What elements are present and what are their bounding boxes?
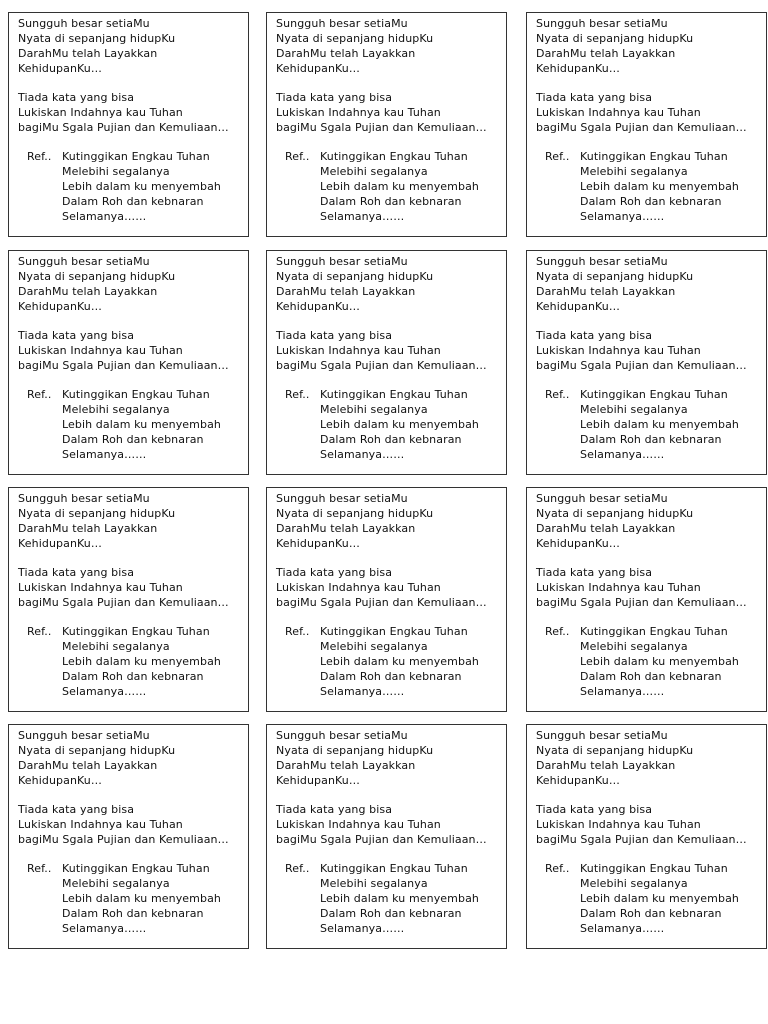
verse-line: bagiMu Sgala Pujian dan Kemuliaan… <box>536 121 747 134</box>
chorus-line: Melebihi segalanya <box>320 403 428 416</box>
ref-label: Ref.. <box>27 388 52 401</box>
verse-line: Lukiskan Indahnya kau Tuhan <box>18 106 183 119</box>
verse-line: DarahMu telah Layakkan <box>18 285 158 298</box>
lyric-card <box>266 487 507 712</box>
verse-line: Nyata di sepanjang hidupKu <box>18 507 176 520</box>
verse-line: Tiada kata yang bisa <box>536 803 653 816</box>
verse-line: Tiada kata yang bisa <box>18 566 135 579</box>
verse-line: Lukiskan Indahnya kau Tuhan <box>276 581 441 594</box>
verse-line: Tiada kata yang bisa <box>536 329 653 342</box>
chorus-line: Kutinggikan Engkau Tuhan <box>320 862 468 875</box>
chorus-line: Kutinggikan Engkau Tuhan <box>320 388 468 401</box>
lyric-card <box>8 12 249 237</box>
chorus-line: Kutinggikan Engkau Tuhan <box>62 150 210 163</box>
chorus-line: Lebih dalam ku menyembah <box>320 180 479 193</box>
chorus-line: Dalam Roh dan kebnaran <box>62 907 204 920</box>
chorus-line: Dalam Roh dan kebnaran <box>580 433 722 446</box>
verse-line: bagiMu Sgala Pujian dan Kemuliaan… <box>276 833 487 846</box>
verse-line: DarahMu telah Layakkan <box>18 47 158 60</box>
verse-line: Lukiskan Indahnya kau Tuhan <box>536 106 701 119</box>
chorus-line: Kutinggikan Engkau Tuhan <box>580 862 728 875</box>
verse-line: KehidupanKu… <box>18 62 102 75</box>
chorus-line: Lebih dalam ku menyembah <box>580 892 739 905</box>
verse-line: Nyata di sepanjang hidupKu <box>276 507 434 520</box>
chorus-line: Selamanya…… <box>320 210 405 223</box>
verse-line: Tiada kata yang bisa <box>18 91 135 104</box>
verse-line: bagiMu Sgala Pujian dan Kemuliaan… <box>18 833 229 846</box>
chorus-line: Melebihi segalanya <box>580 877 688 890</box>
verse-line: Sungguh besar setiaMu <box>18 255 150 268</box>
chorus-line: Dalam Roh dan kebnaran <box>580 907 722 920</box>
verse-line: KehidupanKu… <box>18 300 102 313</box>
verse-line: KehidupanKu… <box>276 537 360 550</box>
verse-line: KehidupanKu… <box>18 537 102 550</box>
chorus-line: Melebihi segalanya <box>320 640 428 653</box>
chorus-line: Melebihi segalanya <box>320 165 428 178</box>
chorus-line: Kutinggikan Engkau Tuhan <box>320 150 468 163</box>
verse-line: Sungguh besar setiaMu <box>276 729 408 742</box>
lyric-card <box>8 487 249 712</box>
chorus-line: Kutinggikan Engkau Tuhan <box>62 388 210 401</box>
chorus-line: Selamanya…… <box>62 448 147 461</box>
verse-line: Tiada kata yang bisa <box>276 566 393 579</box>
verse-line: bagiMu Sgala Pujian dan Kemuliaan… <box>18 121 229 134</box>
chorus-line: Dalam Roh dan kebnaran <box>320 433 462 446</box>
verse-line: bagiMu Sgala Pujian dan Kemuliaan… <box>18 596 229 609</box>
verse-line: Lukiskan Indahnya kau Tuhan <box>276 818 441 831</box>
verse-line: Sungguh besar setiaMu <box>18 729 150 742</box>
verse-line: Nyata di sepanjang hidupKu <box>276 32 434 45</box>
chorus-line: Lebih dalam ku menyembah <box>62 180 221 193</box>
chorus-line: Lebih dalam ku menyembah <box>62 655 221 668</box>
lyric-card <box>8 250 249 475</box>
chorus-line: Kutinggikan Engkau Tuhan <box>62 862 210 875</box>
chorus-line: Selamanya…… <box>320 448 405 461</box>
verse-line: Nyata di sepanjang hidupKu <box>18 744 176 757</box>
chorus-line: Lebih dalam ku menyembah <box>320 655 479 668</box>
verse-line: Nyata di sepanjang hidupKu <box>536 270 694 283</box>
chorus-line: Lebih dalam ku menyembah <box>320 892 479 905</box>
verse-line: Sungguh besar setiaMu <box>276 492 408 505</box>
chorus-line: Dalam Roh dan kebnaran <box>580 195 722 208</box>
lyric-card <box>8 724 249 949</box>
chorus-line: Lebih dalam ku menyembah <box>320 418 479 431</box>
verse-line: Lukiskan Indahnya kau Tuhan <box>18 581 183 594</box>
chorus-line: Dalam Roh dan kebnaran <box>62 195 204 208</box>
lyric-card <box>526 724 767 949</box>
ref-label: Ref.. <box>285 150 310 163</box>
lyric-card <box>266 250 507 475</box>
verse-line: Lukiskan Indahnya kau Tuhan <box>536 581 701 594</box>
verse-line: Sungguh besar setiaMu <box>536 255 668 268</box>
chorus-line: Dalam Roh dan kebnaran <box>62 433 204 446</box>
chorus-line: Dalam Roh dan kebnaran <box>320 670 462 683</box>
chorus-line: Dalam Roh dan kebnaran <box>320 907 462 920</box>
verse-line: bagiMu Sgala Pujian dan Kemuliaan… <box>18 359 229 372</box>
chorus-line: Selamanya…… <box>580 685 665 698</box>
verse-line: Sungguh besar setiaMu <box>276 255 408 268</box>
chorus-line: Selamanya…… <box>62 922 147 935</box>
verse-line: Tiada kata yang bisa <box>18 329 135 342</box>
verse-line: DarahMu telah Layakkan <box>276 285 416 298</box>
chorus-line: Lebih dalam ku menyembah <box>580 655 739 668</box>
ref-label: Ref.. <box>285 388 310 401</box>
chorus-line: Melebihi segalanya <box>580 640 688 653</box>
chorus-line: Kutinggikan Engkau Tuhan <box>580 388 728 401</box>
chorus-line: Selamanya…… <box>62 210 147 223</box>
chorus-line: Kutinggikan Engkau Tuhan <box>580 625 728 638</box>
verse-line: bagiMu Sgala Pujian dan Kemuliaan… <box>536 833 747 846</box>
lyric-card <box>526 250 767 475</box>
verse-line: DarahMu telah Layakkan <box>276 759 416 772</box>
chorus-line: Selamanya…… <box>320 685 405 698</box>
chorus-line: Selamanya…… <box>62 685 147 698</box>
ref-label: Ref.. <box>545 388 570 401</box>
verse-line: Sungguh besar setiaMu <box>18 492 150 505</box>
chorus-line: Lebih dalam ku menyembah <box>580 418 739 431</box>
chorus-line: Melebihi segalanya <box>62 165 170 178</box>
lyric-card <box>526 12 767 237</box>
verse-line: KehidupanKu… <box>276 62 360 75</box>
verse-line: Lukiskan Indahnya kau Tuhan <box>18 344 183 357</box>
verse-line: bagiMu Sgala Pujian dan Kemuliaan… <box>536 359 747 372</box>
lyric-card <box>266 12 507 237</box>
verse-line: Nyata di sepanjang hidupKu <box>536 507 694 520</box>
verse-line: Nyata di sepanjang hidupKu <box>536 744 694 757</box>
chorus-line: Melebihi segalanya <box>62 877 170 890</box>
chorus-line: Selamanya…… <box>580 448 665 461</box>
chorus-line: Melebihi segalanya <box>580 165 688 178</box>
verse-line: DarahMu telah Layakkan <box>18 759 158 772</box>
verse-line: Nyata di sepanjang hidupKu <box>18 270 176 283</box>
ref-label: Ref.. <box>545 625 570 638</box>
ref-label: Ref.. <box>27 625 52 638</box>
verse-line: Nyata di sepanjang hidupKu <box>276 744 434 757</box>
verse-line: bagiMu Sgala Pujian dan Kemuliaan… <box>276 121 487 134</box>
chorus-line: Kutinggikan Engkau Tuhan <box>62 625 210 638</box>
verse-line: DarahMu telah Layakkan <box>276 522 416 535</box>
verse-line: bagiMu Sgala Pujian dan Kemuliaan… <box>536 596 747 609</box>
verse-line: Lukiskan Indahnya kau Tuhan <box>18 818 183 831</box>
ref-label: Ref.. <box>545 862 570 875</box>
chorus-line: Selamanya…… <box>580 922 665 935</box>
verse-line: KehidupanKu… <box>536 537 620 550</box>
verse-line: DarahMu telah Layakkan <box>536 522 676 535</box>
verse-line: Lukiskan Indahnya kau Tuhan <box>536 818 701 831</box>
verse-line: Tiada kata yang bisa <box>536 91 653 104</box>
chorus-line: Melebihi segalanya <box>580 403 688 416</box>
verse-line: Lukiskan Indahnya kau Tuhan <box>276 106 441 119</box>
chorus-line: Selamanya…… <box>320 922 405 935</box>
verse-line: Sungguh besar setiaMu <box>18 17 150 30</box>
verse-line: KehidupanKu… <box>276 774 360 787</box>
ref-label: Ref.. <box>27 150 52 163</box>
verse-line: Sungguh besar setiaMu <box>536 729 668 742</box>
verse-line: Nyata di sepanjang hidupKu <box>18 32 176 45</box>
verse-line: bagiMu Sgala Pujian dan Kemuliaan… <box>276 596 487 609</box>
chorus-line: Dalam Roh dan kebnaran <box>580 670 722 683</box>
verse-line: DarahMu telah Layakkan <box>18 522 158 535</box>
verse-line: Lukiskan Indahnya kau Tuhan <box>276 344 441 357</box>
verse-line: Tiada kata yang bisa <box>276 803 393 816</box>
verse-line: KehidupanKu… <box>18 774 102 787</box>
verse-line: KehidupanKu… <box>536 774 620 787</box>
ref-label: Ref.. <box>27 862 52 875</box>
verse-line: DarahMu telah Layakkan <box>536 47 676 60</box>
chorus-line: Lebih dalam ku menyembah <box>580 180 739 193</box>
verse-line: KehidupanKu… <box>276 300 360 313</box>
chorus-line: Kutinggikan Engkau Tuhan <box>580 150 728 163</box>
verse-line: Nyata di sepanjang hidupKu <box>536 32 694 45</box>
chorus-line: Melebihi segalanya <box>320 877 428 890</box>
chorus-line: Lebih dalam ku menyembah <box>62 418 221 431</box>
verse-line: bagiMu Sgala Pujian dan Kemuliaan… <box>276 359 487 372</box>
verse-line: KehidupanKu… <box>536 300 620 313</box>
ref-label: Ref.. <box>545 150 570 163</box>
lyric-card <box>266 724 507 949</box>
chorus-line: Lebih dalam ku menyembah <box>62 892 221 905</box>
verse-line: Lukiskan Indahnya kau Tuhan <box>536 344 701 357</box>
verse-line: Tiada kata yang bisa <box>536 566 653 579</box>
verse-line: Tiada kata yang bisa <box>18 803 135 816</box>
chorus-line: Dalam Roh dan kebnaran <box>320 195 462 208</box>
chorus-line: Melebihi segalanya <box>62 403 170 416</box>
verse-line: Sungguh besar setiaMu <box>536 492 668 505</box>
ref-label: Ref.. <box>285 862 310 875</box>
chorus-line: Dalam Roh dan kebnaran <box>62 670 204 683</box>
verse-line: KehidupanKu… <box>536 62 620 75</box>
verse-line: DarahMu telah Layakkan <box>276 47 416 60</box>
verse-line: Nyata di sepanjang hidupKu <box>276 270 434 283</box>
verse-line: Tiada kata yang bisa <box>276 91 393 104</box>
chorus-line: Kutinggikan Engkau Tuhan <box>320 625 468 638</box>
lyric-card <box>526 487 767 712</box>
verse-line: Sungguh besar setiaMu <box>536 17 668 30</box>
verse-line: DarahMu telah Layakkan <box>536 285 676 298</box>
chorus-line: Selamanya…… <box>580 210 665 223</box>
ref-label: Ref.. <box>285 625 310 638</box>
verse-line: Sungguh besar setiaMu <box>276 17 408 30</box>
verse-line: DarahMu telah Layakkan <box>536 759 676 772</box>
verse-line: Tiada kata yang bisa <box>276 329 393 342</box>
chorus-line: Melebihi segalanya <box>62 640 170 653</box>
